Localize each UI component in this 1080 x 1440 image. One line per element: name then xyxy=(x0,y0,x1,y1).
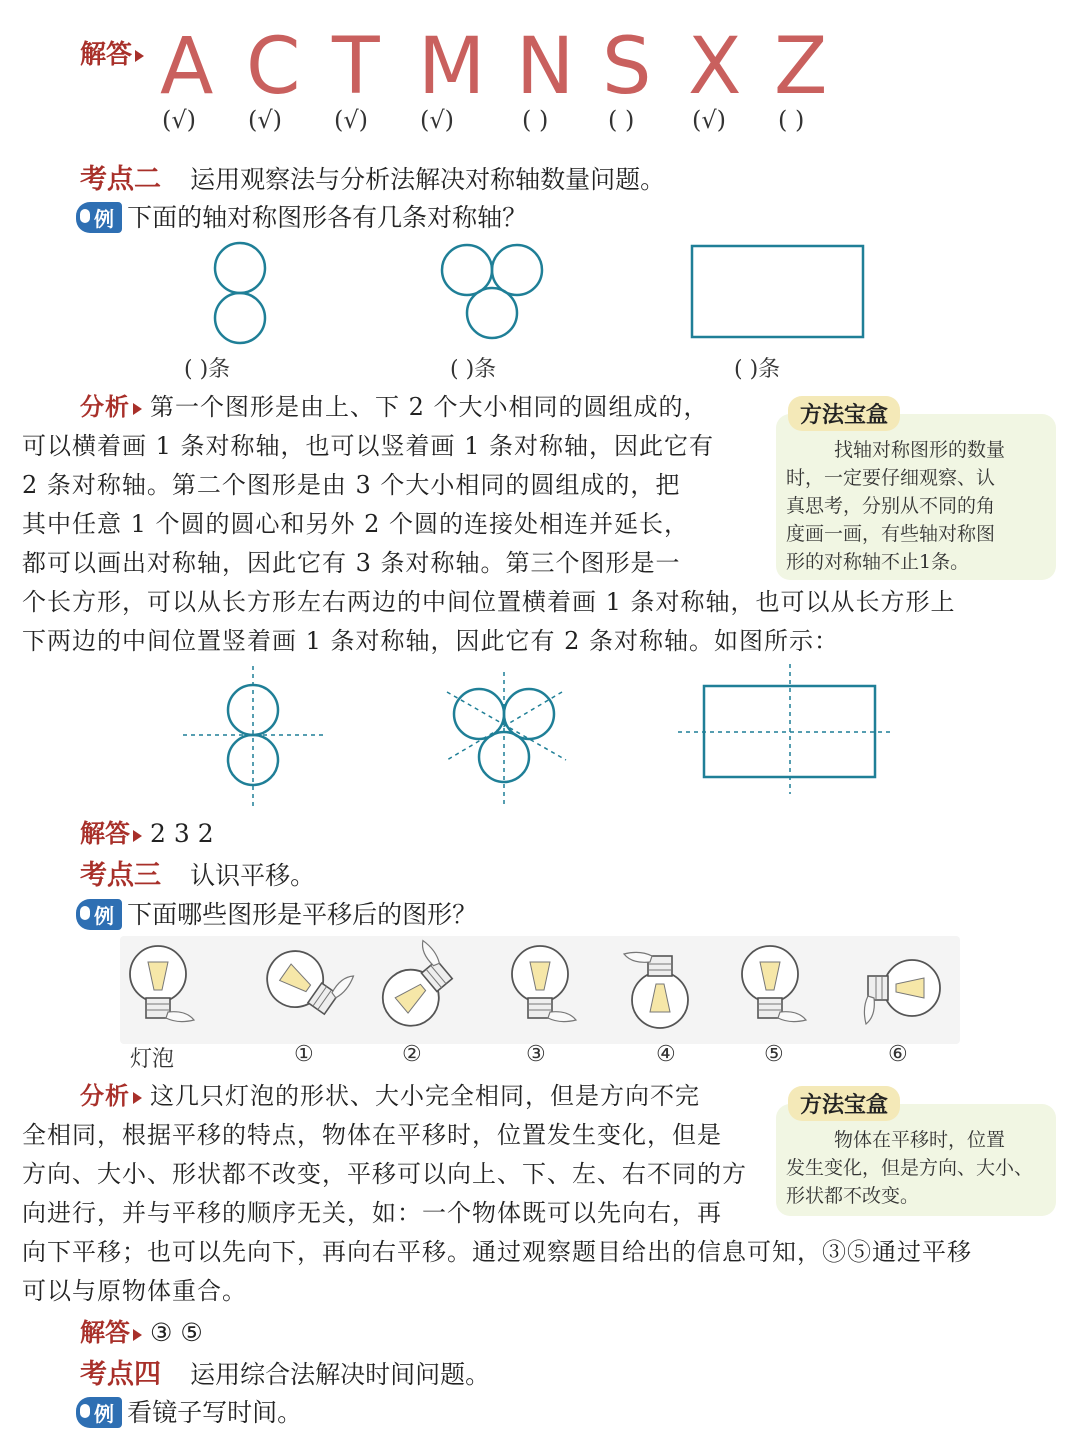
example-tag: 例 xyxy=(76,202,122,233)
analysis1-line: 其中任意 1 个圆的圆心和另外 2 个圆的连接处相连并延长， xyxy=(22,510,690,538)
bulb-label: ⑥ xyxy=(888,1042,908,1067)
analysis1-line: 2 条对称轴。第二个图形是由 3 个大小相同的圆组成的，把 xyxy=(22,471,681,499)
mark-t: (√) xyxy=(334,106,369,134)
answer2: 解答 2 3 2 xyxy=(80,819,214,848)
analysis2-line: 向进行，并与平移的顺序无关，如：一个物体既可以先向右，再 xyxy=(22,1199,722,1227)
letter-s: S xyxy=(602,22,652,112)
mark-a: (√) xyxy=(162,106,197,134)
point4-label: 考点四 xyxy=(80,1359,161,1390)
bulbs-figure xyxy=(120,936,960,1044)
analysis2-label: 分析 xyxy=(80,1082,130,1110)
analysis1-line: 下两边的中间位置竖着画 1 条对称轴，因此它有 2 条对称轴。如图所示： xyxy=(22,627,840,655)
analysis2-line: 向下平移；也可以先向下，再向右平移。通过观察题目给出的信息可知，③⑤通过平移 xyxy=(22,1238,972,1266)
method-box-1-text: 找轴对称图形的数量 时，一定要仔细观察、认 真思考，分别从不同的角 度画一画，有些轴对称图 形的对称轴不止1条。 xyxy=(786,439,1006,573)
bulb-label: ⑤ xyxy=(764,1042,784,1067)
point2-example xyxy=(76,198,527,234)
method-box-1 xyxy=(776,403,1056,580)
point2-label: 考点二 xyxy=(80,164,161,195)
mark-z: ( ) xyxy=(778,106,805,134)
mark-x: (√) xyxy=(692,106,727,134)
method-box-2-text: 物体在平移时，位置 发生变化，但是方向、大小、 形状都不改变。 xyxy=(786,1129,1034,1207)
letter-a: A xyxy=(160,22,214,112)
point4-question: 看镜子写时间。 xyxy=(127,1398,303,1427)
axes-figures xyxy=(0,664,1080,810)
point3-heading xyxy=(80,853,315,892)
point4-example xyxy=(76,1393,302,1429)
fig3-rectangle xyxy=(692,246,863,337)
analysis1-line: 个长方形，可以从长方形左右两边的中间位置横着画 1 条对称轴，也可以从长方形上 xyxy=(22,588,956,616)
point3-label: 考点三 xyxy=(80,860,161,891)
fig2-bottom-circle xyxy=(467,288,517,338)
mark-s: ( ) xyxy=(608,106,635,134)
letter-n: N xyxy=(516,22,575,112)
bulb-label: ④ xyxy=(656,1042,676,1067)
analysis1-line: 可以横着画 1 条对称轴，也可以竖着画 1 条对称轴，因此它有 xyxy=(22,432,715,460)
mark-n: ( ) xyxy=(522,106,549,134)
answer3: 解答 ③ ⑤ xyxy=(80,1318,203,1347)
fig2-right-circle xyxy=(492,245,542,295)
analysis2-line: 可以与原物体重合。 xyxy=(22,1277,247,1305)
blank-3: ( )条 xyxy=(734,357,781,382)
blank-2: ( )条 xyxy=(450,357,497,382)
answer-label: 解答 xyxy=(80,34,152,71)
mark-c: (√) xyxy=(248,106,283,134)
letter-m: M xyxy=(418,22,486,112)
analysis2-line: 方向、大小、形状都不改变，平移可以向上、下、左、右不同的方 xyxy=(22,1160,747,1188)
point4-text: 运用综合法解决时间问题。 xyxy=(190,1360,491,1389)
symmetry-figures xyxy=(0,236,1080,348)
fig2-left-circle xyxy=(442,245,492,295)
point3-text: 认识平移。 xyxy=(190,861,316,890)
mark-m: (√) xyxy=(420,106,455,134)
example-tag: 例 xyxy=(76,899,122,930)
letter-t: T xyxy=(332,22,380,112)
marks-row xyxy=(160,106,860,138)
letter-z: Z xyxy=(774,22,828,112)
point4-heading xyxy=(80,1352,490,1391)
fig1-top-circle xyxy=(215,243,265,293)
bulb-label: ① xyxy=(294,1042,314,1067)
letter-x: X xyxy=(688,22,742,112)
bulb-label: ③ xyxy=(526,1042,546,1067)
example-tag: 例 xyxy=(76,1397,122,1428)
point2-heading xyxy=(80,157,665,196)
analysis2-line: 这几只灯泡的形状、大小完全相同，但是方向不完 xyxy=(150,1082,700,1110)
method-box-2 xyxy=(776,1093,1056,1216)
analysis1-line: 第一个图形是由上、下 2 个大小相同的圆组成的， xyxy=(150,393,709,421)
point2-text: 运用观察法与分析法解决对称轴数量问题。 xyxy=(190,165,666,194)
blank-1: ( )条 xyxy=(184,357,231,382)
fig1-bottom-circle xyxy=(215,293,265,343)
analysis2-line: 全相同，根据平移的特点，物体在平移时，位置发生变化，但是 xyxy=(22,1121,722,1149)
letters-row xyxy=(160,22,840,112)
analysis1-line: 都可以画出对称轴，因此它有 3 条对称轴。第三个图形是一 xyxy=(22,549,681,577)
point2-question: 下面的轴对称图形各有几条对称轴？ xyxy=(127,203,528,232)
method-box-1-title: 方法宝盒 xyxy=(788,396,900,431)
letter-c: C xyxy=(246,22,301,112)
point3-example xyxy=(76,895,477,931)
answer2-text: 2 3 2 xyxy=(150,819,214,848)
analysis1-label: 分析 xyxy=(80,393,130,421)
bulb-label: 灯泡 xyxy=(130,1047,175,1072)
method-box-2-title: 方法宝盒 xyxy=(788,1086,900,1121)
point3-question: 下面哪些图形是平移后的图形？ xyxy=(127,900,478,929)
bulb-labels xyxy=(120,1042,960,1072)
bulb-label: ② xyxy=(402,1042,422,1067)
answer3-text: ③ ⑤ xyxy=(150,1318,203,1347)
